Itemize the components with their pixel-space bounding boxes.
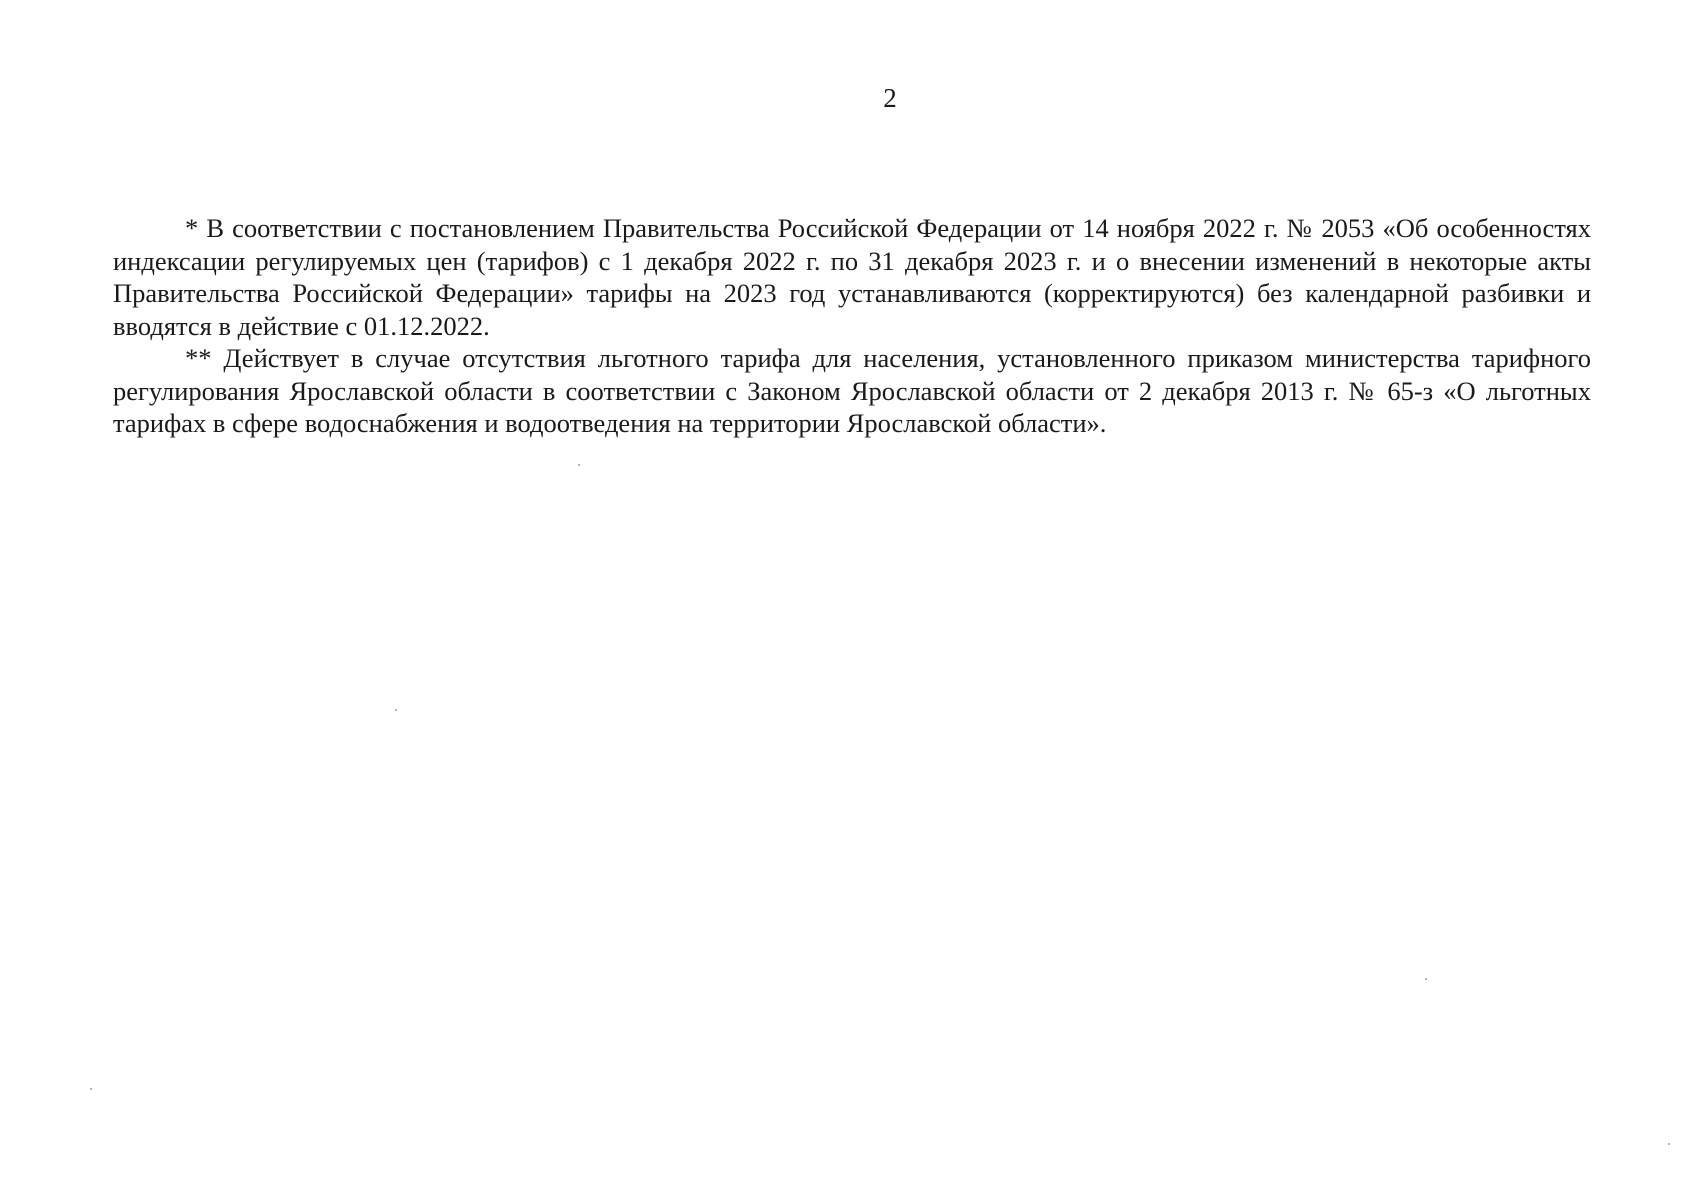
scan-speck bbox=[1425, 978, 1427, 980]
scan-speck bbox=[90, 1088, 92, 1090]
footnote-double-asterisk: ** Действует в случае отсутствия льготного тарифа для населения, установленного приказом министерства тарифного регулирования Ярославской области в соответствии с Законом Ярославской области от 2 декабря 2013 г. № 65-з «О льготных тарифах в сфере водоснабжения и водоотведения на территории Ярославской области». bbox=[113, 343, 1591, 438]
page-number: 2 bbox=[883, 83, 897, 113]
scan-speck bbox=[578, 464, 580, 466]
footnotes bbox=[113, 212, 1591, 440]
scan-speck bbox=[1668, 1143, 1670, 1145]
footnote-single-asterisk: * В соответствии с постановлением Правительства Российской Федерации от 14 ноября 2022 г. № 2053 «Об особенностях индексации регулируемых цен (тарифов) с 1 декабря 2022 г. по 31 декабря 2023 г. и о внесении изменений в некоторые акты Правительства Российской Федерации» тарифы на 2023 год устанавливаются (корректируются) без календарной разбивки и вводятся в действие с 01.12.2022. bbox=[113, 213, 1591, 341]
scan-speck bbox=[395, 709, 397, 711]
